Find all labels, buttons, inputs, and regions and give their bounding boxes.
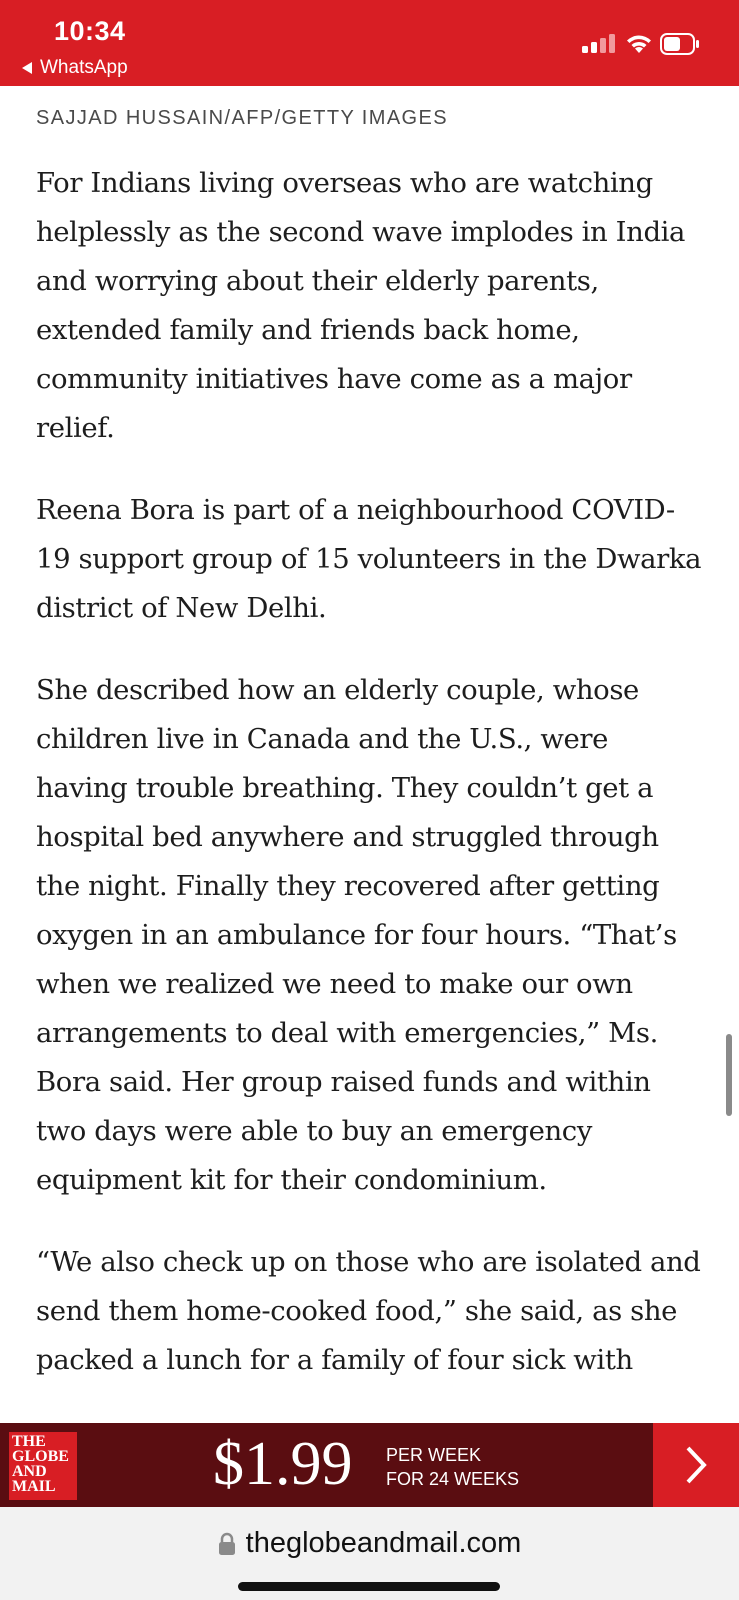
chevron-right-icon [684, 1445, 708, 1485]
status-bar [0, 0, 739, 86]
signal-icon [582, 33, 616, 53]
status-time: 10:34 [54, 16, 126, 46]
back-arrow-icon [22, 62, 32, 74]
battery-icon [660, 33, 700, 55]
subscribe-next-button[interactable] [653, 1423, 739, 1507]
scroll-indicator[interactable] [726, 1034, 732, 1116]
article-paragraph: Reena Bora is part of a neighbourhood COVID-19 support group of 15 volunteers in the Dwarka district of New Delhi. [36, 494, 702, 624]
article-paragraph: “We also check up on those who are isolated and send them home-cooked food,” she said, as she packed a lunch for a family of four sick with [36, 1246, 701, 1376]
back-app-label: WhatsApp [40, 57, 128, 78]
back-to-app-button[interactable] [22, 57, 128, 79]
home-indicator[interactable] [238, 1582, 500, 1591]
wifi-icon [625, 34, 653, 54]
article-paragraph: She described how an elderly couple, whose children live in Canada and the U.S., were having trouble breathing. They couldn’t get a hospital bed anywhere and struggled through the night. Finally they recovered after getting oxygen in an ambulance for four hours. “That’s when we realized we need to make our own arrangements to deal with emergencies,” Ms. Bora said. Her group raised funds and within two days were able to buy an emergency equipment kit for their condominium. [36, 674, 677, 1196]
browser-address-bar[interactable] [0, 1507, 739, 1600]
globe-and-mail-logo: THE GLOBE AND MAIL [9, 1432, 77, 1500]
photo-credit: SAJJAD HUSSAIN/AFP/GETTY IMAGES [36, 107, 448, 129]
article-body [36, 86, 704, 1385]
url-text[interactable]: theglobeandmail.com [245, 1527, 522, 1559]
subscription-price: $1.99 [213, 1430, 353, 1498]
subscription-terms: PER WEEK FOR 24 WEEKS [386, 1445, 520, 1489]
article-paragraph: For Indians living overseas who are watching helplessly as the second wave implodes in India and worrying about their elderly parents, extended family and friends back home, community initiatives have come as a major relief. [36, 167, 686, 444]
subscription-banner[interactable] [0, 1423, 739, 1507]
lock-icon [218, 1532, 236, 1556]
